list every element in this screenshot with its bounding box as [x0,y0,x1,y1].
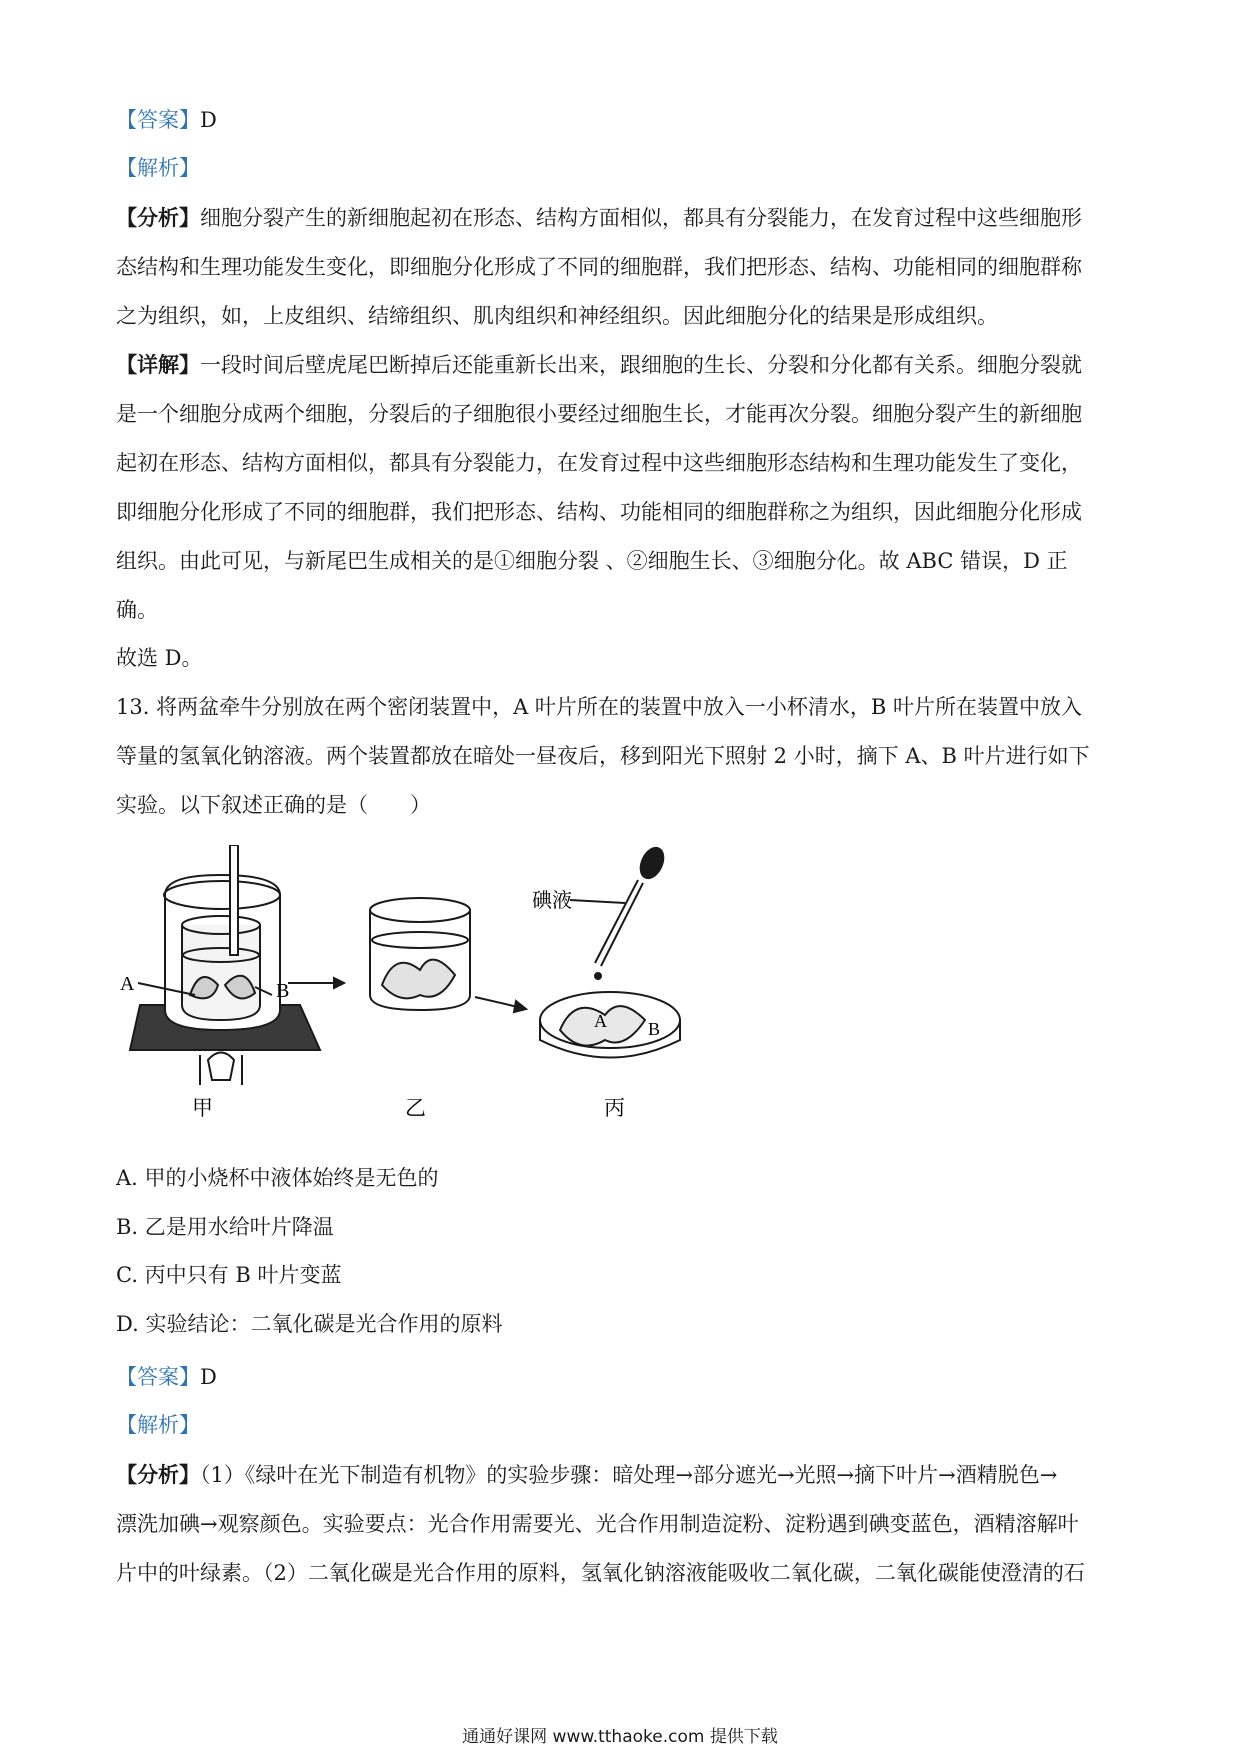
analysis-heading-2 [116,1401,1126,1450]
label-A: A [120,973,135,995]
fenxi-line: 态结构和生理功能发生变化，即细胞分化形成了不同的细胞群，我们把形态、结构、功能相同的细胞群称 [116,255,1082,279]
xiangjie-line: 起初在形态、结构方面相似，都具有分裂能力，在发育过程中这些细胞形态结构和生理功能发生了变化， [116,451,1082,475]
setup-yi [370,898,470,1010]
fenxi-line: 细胞分裂产生的新细胞起初在形态、结构方面相似，都具有分裂能力，在发育过程中这些细胞形 [200,206,1082,230]
stem-line: 等量的氢氧化钠溶液。两个装置都放在暗处一昼夜后，移到阳光下照射 2 小时，摘下 A、B 叶片进行如下 [116,744,1090,768]
caption-bing: 丙 [604,1096,625,1120]
stem-line: 实验。以下叙述正确的是（ ） [116,793,431,817]
question-13-stem [116,683,1126,830]
fenxi-line: 之为组织，如，上皮组织、结缔组织、肌肉组织和神经组织。因此细胞分化的结果是形成组织。 [116,304,998,328]
xiangjie-line: 是一个细胞分成两个细胞，分裂后的子细胞很小要经过细胞生长，才能再次分裂。细胞分裂产生的新细胞 [116,402,1082,426]
analysis-label: 【解析】 [116,1413,200,1437]
analysis-heading-1 [116,144,1126,193]
option-d: D. 实验结论：二氧化碳是光合作用的原料 [116,1312,503,1336]
caption-jia: 甲 [192,1096,213,1120]
fenxi-label: 【分析】 [116,1462,200,1487]
arrow-yi-bing [475,997,526,1012]
answer-value: D [200,1365,217,1389]
experiment-figure [120,845,800,1145]
xiangjie-paragraph [116,340,1126,635]
dish-label-B: B [648,1019,661,1039]
stem-line: 13. 将两盆牵牛分别放在两个密闭装置中，A 叶片所在的装置中放入一小杯清水，B 叶片所在装置中放入 [116,695,1083,719]
experiment-illustration [120,845,800,1145]
answer-line-2 [116,1353,1126,1402]
xiangjie-line: 组织。由此可见，与新尾巴生成相关的是①细胞分裂 、②细胞生长、③细胞分化。故 ABC 错误，D 正 [116,549,1068,573]
fenxi-label: 【分析】 [116,205,200,230]
dish-label-A: A [594,1011,607,1031]
caption-yi: 乙 [405,1096,426,1120]
answer-label: 【答案】 [116,108,200,132]
xiangjie-line: 即细胞分化形成了不同的细胞群，我们把形态、结构、功能相同的细胞群称之为组织，因此细胞分化形成 [116,500,1082,524]
setup-jia [130,845,320,1085]
conclusion-1 [116,634,1126,683]
xiangjie-label: 【详解】 [116,352,200,377]
label-B: B [276,980,290,1002]
option-b: B. 乙是用水给叶片降温 [116,1215,334,1239]
answer-value: D [200,108,217,132]
answer-label: 【答案】 [116,1365,200,1389]
fenxi-line: 漂洗加碘→观察颜色。实验要点：光合作用需要光、光合作用制造淀粉、淀粉遇到碘变蓝色，酒精溶解叶 [116,1512,1079,1536]
page-footer: 通通好课网 www.tthaoke.com 提供下载 [462,1727,778,1747]
option-a: A. 甲的小烧杯中液体始终是无色的 [116,1166,439,1190]
fenxi-line: （1）《绿叶在光下制造有机物》的实验步骤：暗处理→部分遮光→光照→摘下叶片→酒精脱色→ [200,1463,1058,1487]
iodine-label: 碘液 [532,890,572,912]
analysis-label: 【解析】 [116,156,200,180]
fenxi-paragraph-2 [116,1450,1126,1598]
xiangjie-line: 确。 [116,598,158,622]
answer-line-1 [116,96,1126,145]
option-c: C. 丙中只有 B 叶片变蓝 [116,1263,342,1287]
fenxi-line: 片中的叶绿素。（2）二氧化碳是光合作用的原料，氢氧化钠溶液能吸收二氧化碳，二氧化碳能使澄清的石 [116,1561,1085,1585]
fenxi-paragraph-1 [116,193,1126,341]
arrow-jia-yi [288,978,344,988]
xiangjie-line: 一段时间后壁虎尾巴断掉后还能重新长出来，跟细胞的生长、分裂和分化都有关系。细胞分裂就 [200,353,1082,377]
conclusion-text: 故选 D。 [116,646,203,670]
